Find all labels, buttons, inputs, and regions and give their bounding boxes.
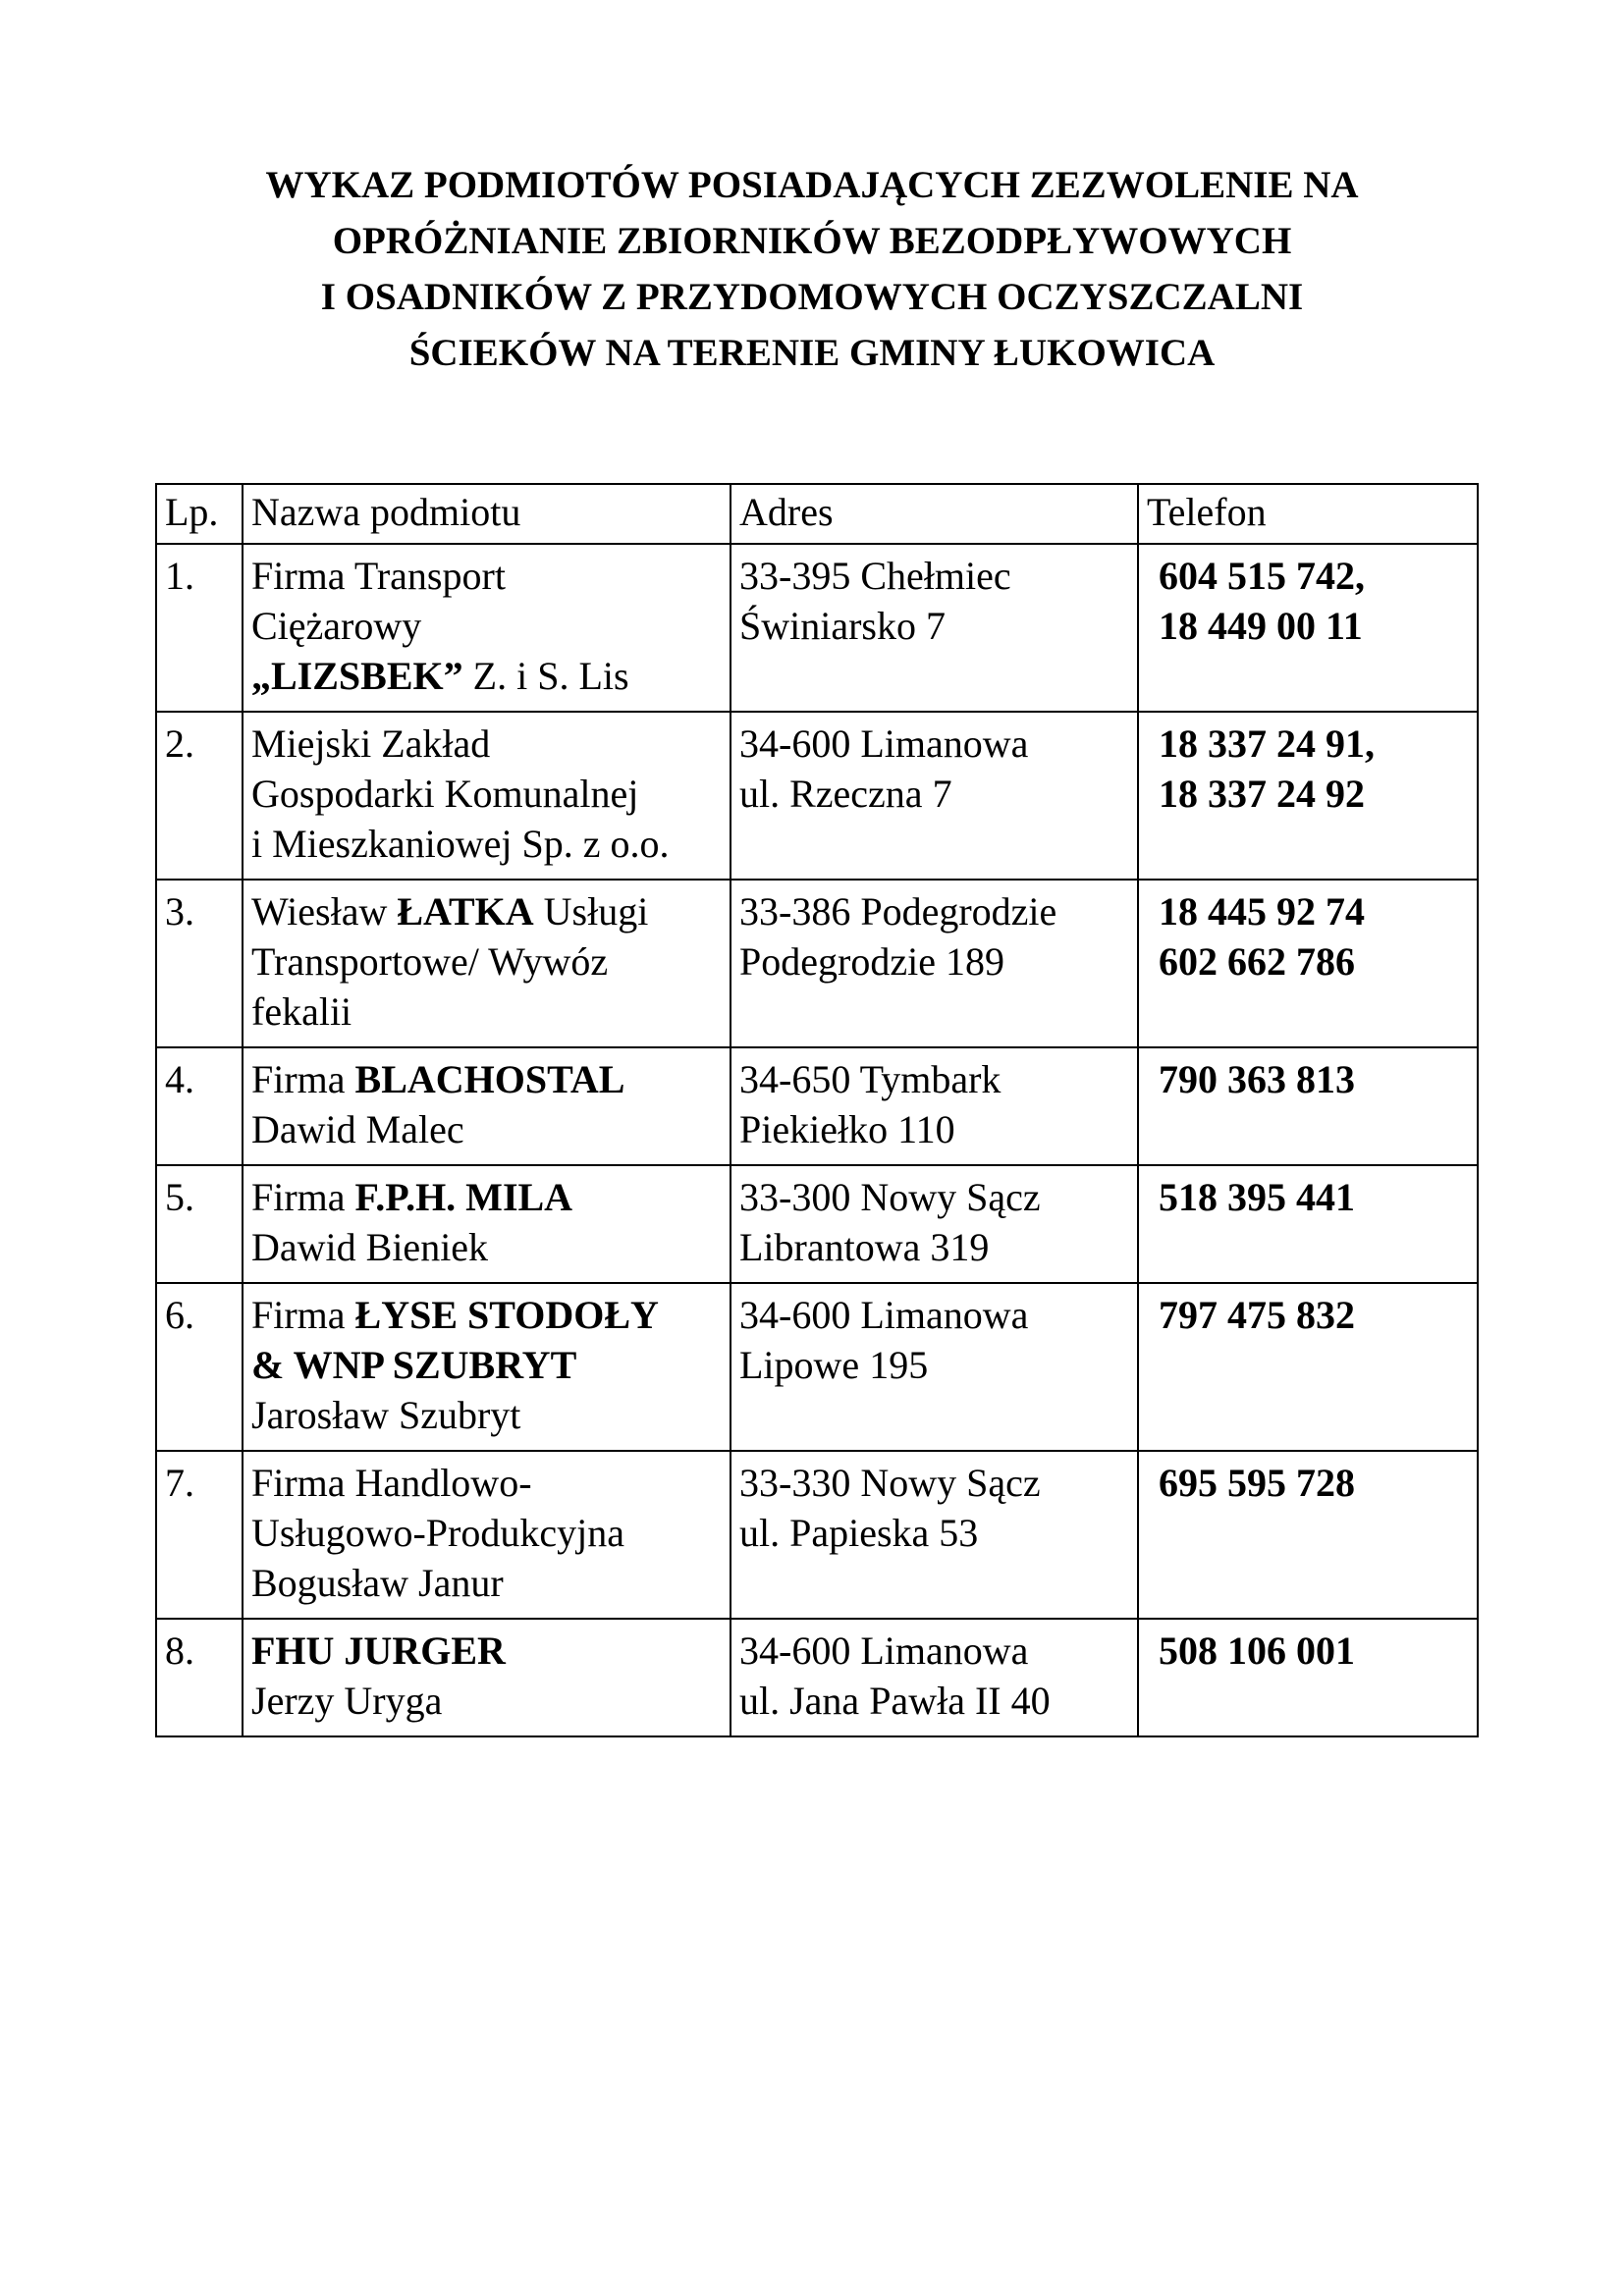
- address-line: Piekiełko 110: [739, 1107, 955, 1151]
- cell-lp: [156, 1047, 243, 1165]
- cell-name: [243, 880, 731, 1047]
- cell-name: [243, 1047, 731, 1165]
- phone-number: 695 595 728: [1159, 1461, 1355, 1505]
- name-segment: Miejski Zakład: [251, 721, 491, 766]
- address-line: ul. Rzeczna 7: [739, 772, 952, 816]
- name-bold-segment: ŁYSE STODOŁY: [354, 1293, 659, 1337]
- address-line: ul. Papieska 53: [739, 1511, 979, 1555]
- cell-name: [243, 1283, 731, 1451]
- name-line: [251, 1340, 722, 1390]
- table-row: [156, 1619, 1478, 1736]
- name-line: [251, 1290, 722, 1340]
- address-line: Podegrodzie 189: [739, 939, 1004, 984]
- lp-number: 3.: [165, 889, 194, 934]
- name-bold-segment: FHU JURGER: [251, 1629, 506, 1673]
- name-bold-segment: & WNP SZUBRYT: [251, 1343, 577, 1387]
- table-header-row: [156, 484, 1478, 544]
- name-line: [251, 1390, 722, 1440]
- name-line: [251, 1508, 722, 1558]
- cell-phone: [1138, 880, 1478, 1047]
- name-segment: fekalii: [251, 989, 352, 1034]
- name-segment: Ciężarowy: [251, 604, 422, 648]
- cell-lp: [156, 712, 243, 880]
- cell-address: [731, 544, 1138, 712]
- name-bold-segment: BLACHOSTAL: [354, 1057, 625, 1101]
- cell-lp: [156, 1283, 243, 1451]
- cell-phone: [1138, 712, 1478, 880]
- cell-address: [731, 712, 1138, 880]
- cell-name: [243, 1165, 731, 1283]
- name-line: [251, 1222, 722, 1272]
- cell-lp: [156, 544, 243, 712]
- cell-lp: [156, 1451, 243, 1619]
- phone-number: 797 475 832: [1159, 1293, 1355, 1337]
- name-segment: Jerzy Uryga: [251, 1679, 443, 1723]
- address-line: 33-395 Chełmiec: [739, 554, 1011, 598]
- phone-number: 18 445 92 74: [1159, 889, 1365, 934]
- lp-number: 6.: [165, 1293, 194, 1337]
- name-segment: Firma: [251, 1293, 355, 1337]
- title-line: WYKAZ PODMIOTÓW POSIADAJĄCYCH ZEZWOLENIE NA: [265, 164, 1359, 206]
- lp-number: 2.: [165, 721, 194, 766]
- cell-phone: [1138, 1047, 1478, 1165]
- table-row: [156, 1283, 1478, 1451]
- name-segment: Bogusław Janur: [251, 1561, 504, 1605]
- name-segment: Dawid Bieniek: [251, 1225, 489, 1269]
- cell-name: [243, 1451, 731, 1619]
- cell-phone: [1138, 1283, 1478, 1451]
- lp-number: 4.: [165, 1057, 194, 1101]
- phone-number: 790 363 813: [1159, 1057, 1355, 1101]
- address-line: 34-600 Limanowa: [739, 1293, 1029, 1337]
- header-phone: Telefon: [1138, 484, 1478, 544]
- name-line: [251, 1676, 722, 1726]
- address-line: Librantowa 319: [739, 1225, 990, 1269]
- name-line: [251, 987, 722, 1037]
- name-segment: Transportowe/ Wywóz: [251, 939, 609, 984]
- name-line: [251, 886, 722, 936]
- table-row: [156, 1165, 1478, 1283]
- cell-address: [731, 1283, 1138, 1451]
- name-bold-segment: F.P.H. MILA: [354, 1175, 573, 1219]
- name-line: [251, 651, 722, 701]
- name-line: [251, 1104, 722, 1154]
- name-line: [251, 1172, 722, 1222]
- cell-phone: [1138, 544, 1478, 712]
- permits-table: [155, 483, 1479, 1737]
- name-line: [251, 1558, 722, 1608]
- cell-lp: [156, 1165, 243, 1283]
- address-line: 34-600 Limanowa: [739, 1629, 1029, 1673]
- cell-name: [243, 544, 731, 712]
- name-line: [251, 1054, 722, 1104]
- lp-number: 1.: [165, 554, 194, 598]
- phone-number: 518 395 441: [1159, 1175, 1355, 1219]
- name-segment: Wiesław: [251, 889, 398, 934]
- address-line: 33-330 Nowy Sącz: [739, 1461, 1041, 1505]
- name-line: [251, 1626, 722, 1676]
- cell-address: [731, 1047, 1138, 1165]
- name-segment: Firma Handlowo-: [251, 1461, 532, 1505]
- cell-address: [731, 1619, 1138, 1736]
- name-line: [251, 719, 722, 769]
- name-segment: i Mieszkaniowej Sp. z o.o.: [251, 822, 670, 866]
- header-name: Nazwa podmiotu: [243, 484, 731, 544]
- table-row: [156, 544, 1478, 712]
- name-line: [251, 1458, 722, 1508]
- address-line: 33-300 Nowy Sącz: [739, 1175, 1041, 1219]
- phone-number: 18 337 24 92: [1159, 772, 1365, 816]
- title-line: OPRÓŻNIANIE ZBIORNIKÓW BEZODPŁYWOWYCH: [332, 220, 1292, 262]
- phone-number: 602 662 786: [1159, 939, 1355, 984]
- name-segment: Usługowo-Produkcyjna: [251, 1511, 624, 1555]
- phone-number: 508 106 001: [1159, 1629, 1355, 1673]
- table-row: [156, 880, 1478, 1047]
- cell-address: [731, 1451, 1138, 1619]
- table-row: [156, 1451, 1478, 1619]
- cell-phone: [1138, 1165, 1478, 1283]
- title-line: ŚCIEKÓW NA TERENIE GMINY ŁUKOWICA: [408, 332, 1216, 374]
- table-row: [156, 1047, 1478, 1165]
- name-segment: Dawid Malec: [251, 1107, 464, 1151]
- address-line: 34-650 Tymbark: [739, 1057, 1001, 1101]
- cell-phone: [1138, 1451, 1478, 1619]
- cell-name: [243, 1619, 731, 1736]
- name-bold-segment: „LIZSBEK”: [251, 654, 463, 698]
- name-bold-segment: ŁATKA: [397, 889, 534, 934]
- name-segment: Z. i S. Lis: [462, 654, 629, 698]
- lp-number: 8.: [165, 1629, 194, 1673]
- name-segment: Usługi: [533, 889, 649, 934]
- lp-number: 7.: [165, 1461, 194, 1505]
- name-segment: Firma: [251, 1175, 355, 1219]
- header-lp: Lp.: [156, 484, 243, 544]
- name-line: [251, 601, 722, 651]
- cell-address: [731, 1165, 1138, 1283]
- phone-number: 18 337 24 91,: [1159, 721, 1375, 766]
- document-title: [0, 157, 1624, 381]
- header-address: Adres: [731, 484, 1138, 544]
- cell-address: [731, 880, 1138, 1047]
- table-row: [156, 712, 1478, 880]
- cell-name: [243, 712, 731, 880]
- address-line: Lipowe 195: [739, 1343, 929, 1387]
- address-line: 33-386 Podegrodzie: [739, 889, 1057, 934]
- title-line: I OSADNIKÓW Z PRZYDOMOWYCH OCZYSZCZALNI: [320, 276, 1304, 318]
- phone-number: 604 515 742,: [1159, 554, 1365, 598]
- phone-number: 18 449 00 11: [1159, 604, 1363, 648]
- address-line: Świniarsko 7: [739, 604, 946, 648]
- name-segment: Jarosław Szubryt: [251, 1393, 521, 1437]
- name-segment: Gospodarki Komunalnej: [251, 772, 639, 816]
- cell-lp: [156, 880, 243, 1047]
- cell-lp: [156, 1619, 243, 1736]
- name-line: [251, 936, 722, 987]
- lp-number: 5.: [165, 1175, 194, 1219]
- cell-phone: [1138, 1619, 1478, 1736]
- address-line: 34-600 Limanowa: [739, 721, 1029, 766]
- address-line: ul. Jana Pawła II 40: [739, 1679, 1051, 1723]
- name-line: [251, 819, 722, 869]
- name-line: [251, 551, 722, 601]
- name-line: [251, 769, 722, 819]
- name-segment: Firma Transport: [251, 554, 506, 598]
- name-segment: Firma: [251, 1057, 355, 1101]
